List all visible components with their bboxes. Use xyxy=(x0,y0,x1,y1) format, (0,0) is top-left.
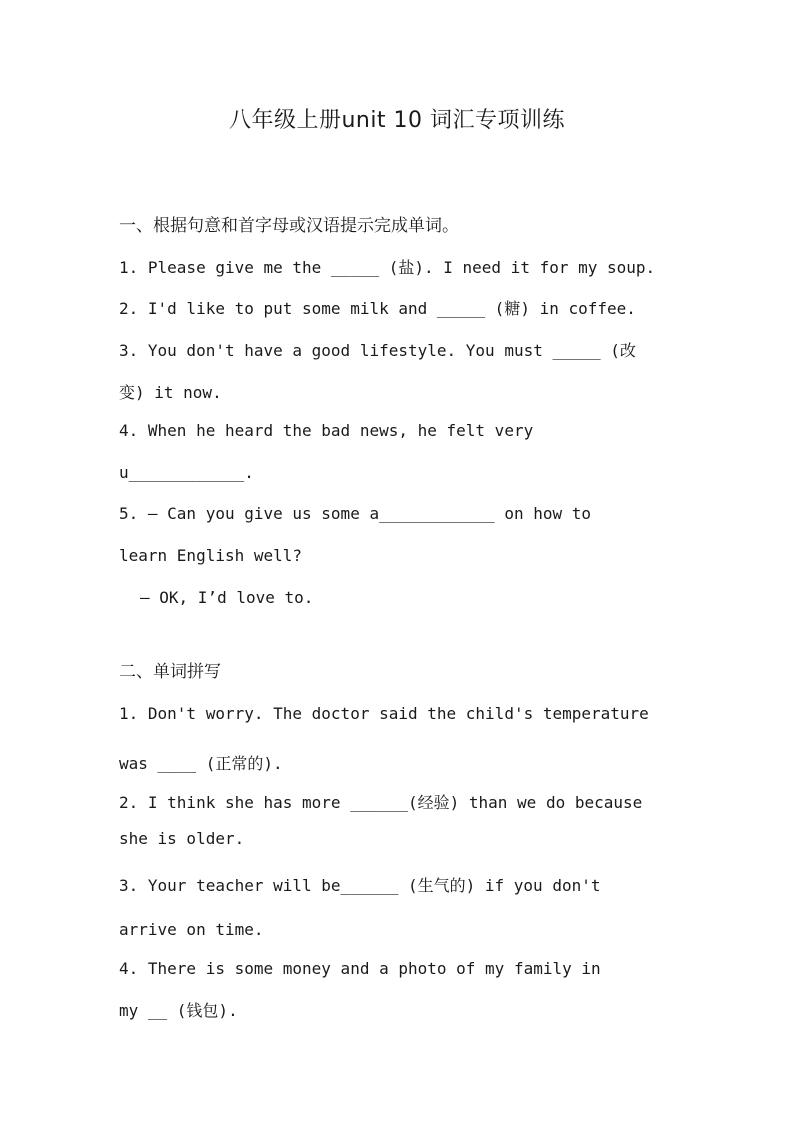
section-1-line-5: 4. When he heard the bad news, he felt very xyxy=(119,421,534,440)
section-1-line-9: — OK, I’d love to. xyxy=(140,588,314,607)
section-1-line-8: learn English well? xyxy=(119,546,303,565)
section-1-line-7: 5. — Can you give us some a____________ on how to xyxy=(119,504,592,523)
section-1-line-1: 1. Please give me the _____ (盐). I need it for my soup. xyxy=(119,258,656,277)
section-1-line-6: u____________. xyxy=(119,463,254,482)
section-2-heading: 二、单词拼写 xyxy=(119,662,221,682)
page-title: 八年级上册unit 10 词汇专项训练 xyxy=(228,108,566,133)
section-2-line-2: was ____ (正常的). xyxy=(119,754,283,773)
section-2-line-6: arrive on time. xyxy=(119,920,264,939)
section-2-line-5: 3. Your teacher will be______ (生气的) if you don't xyxy=(119,876,601,895)
section-2-line-1: 1. Don't worry. The doctor said the child's temperature xyxy=(119,704,649,723)
section-2-line-7: 4. There is some money and a photo of my family in xyxy=(119,959,601,978)
section-1-line-4: 变) it now. xyxy=(119,383,222,402)
section-2-line-4: she is older. xyxy=(119,829,245,848)
section-1-line-2: 2. I'd like to put some milk and _____ (糖) in coffee. xyxy=(119,299,636,318)
section-1-heading: 一、根据句意和首字母或汉语提示完成单词。 xyxy=(119,216,459,236)
section-2-line-3: 2. I think she has more ______(经验) than we do because xyxy=(119,793,643,812)
section-1-line-3: 3. You don't have a good lifestyle. You must _____ (改 xyxy=(119,341,636,360)
section-2-line-8: my __ (钱包). xyxy=(119,1001,238,1020)
